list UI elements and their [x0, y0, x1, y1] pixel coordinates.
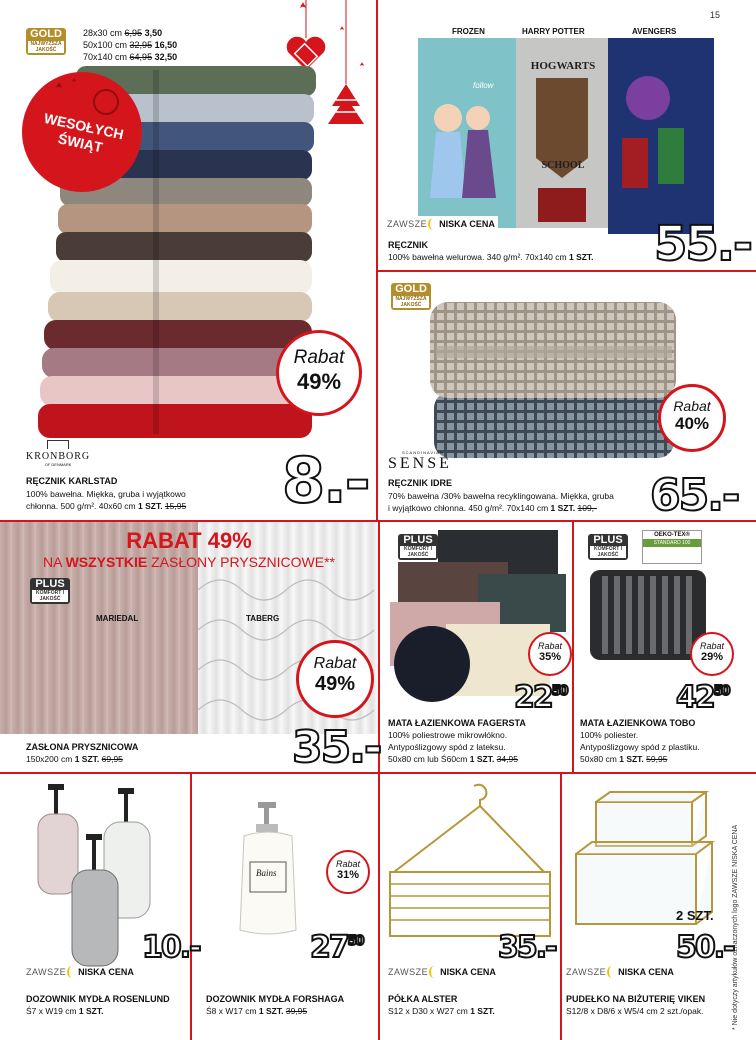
zawsze-label: ZAWSZE	[566, 967, 607, 977]
plus-badge	[30, 578, 70, 604]
product-desc	[26, 488, 186, 512]
rabat-value: 40%	[674, 414, 710, 433]
curtain-label-right: TABERG	[246, 614, 280, 623]
niska-cena-label: NISKA CENA	[439, 219, 495, 229]
brand-name: SENSE	[388, 455, 452, 472]
divider-mats-right	[572, 520, 574, 772]
product-price: 8.-	[282, 444, 369, 517]
rabat-label: Rabat	[699, 641, 725, 651]
rabat-bubble	[296, 640, 374, 718]
desc-line: 100% poliester.	[580, 730, 639, 740]
product-title: PUDEŁKO NA BIŻUTERIĘ VIKEN	[566, 994, 706, 1004]
desc-line: 50x80 cm lub Ś60cm 1 SZT. 34,95	[388, 754, 518, 764]
moon-icon	[607, 966, 617, 978]
gold-badge-label: GOLD	[395, 283, 427, 295]
curtains-headline	[0, 528, 378, 570]
zawsze-label: ZAWSZE	[387, 219, 428, 229]
oeko-tex-label	[642, 530, 702, 564]
zawsze-niska-cena-badge	[26, 966, 134, 978]
oeko-title: OEKO-TEX®	[654, 532, 690, 538]
sense-logo	[388, 450, 452, 473]
moon-icon	[428, 218, 438, 230]
page-number: 15	[710, 10, 721, 20]
desc-line: Antypoślizgowy spód z plastiku.	[580, 742, 700, 752]
desc-line: 100% bawełna. Miękka, gruba i wyjątkowo	[26, 489, 186, 499]
product-desc: Ś8 x W17 cm 1 SZT. 39,95	[206, 1006, 308, 1016]
kronborg-logo	[26, 440, 90, 467]
niska-cena-label: NISKA CENA	[78, 967, 134, 977]
moon-icon	[429, 966, 439, 978]
product-desc	[580, 729, 700, 765]
towel-label: HARRY POTTER	[522, 27, 585, 36]
towel-label: AVENGERS	[632, 27, 677, 36]
rabat-value: 31%	[336, 869, 360, 881]
zawsze-niska-cena-badge	[566, 966, 674, 978]
waffle-towels-image	[426, 282, 686, 462]
desc-line: i wyjątkowo chłonna. 450 g/m². 70x140 cm 1 SZT. 109,-	[388, 503, 597, 513]
niska-cena-label: NISKA CENA	[440, 967, 496, 977]
rabat-bubble	[690, 632, 734, 676]
brand-sub: OF DENMARK	[44, 462, 72, 467]
rabat-bubble	[276, 330, 362, 416]
product-title: RĘCZNIK IDRE	[388, 478, 453, 488]
rabat-bubble	[658, 384, 726, 452]
product-title: RĘCZNIK KARLSTAD	[26, 476, 118, 486]
svg-text:follow: follow	[473, 81, 494, 90]
plus-badge-sub: KOMFORT I JAKOŚĆ	[590, 546, 626, 558]
divider-bottom-3	[560, 772, 562, 1040]
product-desc	[388, 729, 518, 765]
brand-sub: SCANDINAVIAN	[402, 450, 444, 455]
zawsze-label: ZAWSZE	[26, 967, 67, 977]
rabat-bubble	[528, 632, 572, 676]
product-price: 65.-	[650, 470, 739, 521]
product-price: 35.-	[498, 930, 556, 965]
gold-badge-sub: NAJWYŻSZA JAKOŚĆ	[393, 296, 429, 308]
rabat-label: Rabat	[537, 641, 563, 651]
rabat-value: 35%	[538, 651, 562, 663]
plus-badge-label: PLUS	[35, 578, 65, 590]
size-row: 70x140 cm 64,95 32,50	[83, 52, 178, 62]
product-desc: S12 x D30 x W27 cm 1 SZT.	[388, 1006, 495, 1016]
size-row: 28x30 cm 6,95 3,50	[83, 28, 163, 38]
product-title: MATA ŁAZIENKOWA FAGERSTA	[388, 718, 526, 728]
headline-main: RABAT 49%	[126, 528, 252, 553]
product-desc: S12/8 x D8/6 x W5/4 cm 2 szt./opak.	[566, 1006, 704, 1016]
school-text: SCHOOL	[541, 160, 585, 171]
gold-badge	[391, 283, 431, 310]
plus-badge	[588, 534, 628, 560]
desc-line: 50x80 cm 1 SZT. 59,95	[580, 754, 668, 764]
gold-badge	[26, 28, 66, 55]
rabat-value: 29%	[700, 651, 724, 663]
divider-top	[376, 0, 378, 520]
rabat-label: Rabat	[313, 655, 357, 672]
plus-badge-label: PLUS	[593, 534, 623, 546]
tobo-mat-image	[590, 570, 706, 660]
product-desc: 100% bawełna welurowa. 340 g/m². 70x140 cm 1 SZT.	[388, 252, 594, 262]
product-title: PÓŁKA ALSTER	[388, 994, 458, 1004]
product-title: DOZOWNIK MYDŁA FORSHAGA	[206, 994, 345, 1004]
product-title: ZASŁONA PRYSZNICOWA	[26, 742, 139, 752]
product-price: $22^{50}$	[514, 680, 567, 715]
footnote-vertical: * Nie dotyczy artykułów oznaczonych logo ZAWSZE NISKA CENA	[732, 824, 739, 1030]
zawsze-niska-cena-badge	[388, 966, 496, 978]
towel-label: FROZEN	[452, 27, 485, 36]
product-price: $27^{50}$	[310, 930, 363, 965]
harry-potter-text: HOGWARTS	[530, 60, 596, 72]
product-desc	[388, 490, 614, 514]
desc-line: Antypoślizgowy spód z lateksu.	[388, 742, 506, 752]
product-price: 10.-	[142, 930, 200, 965]
crown-icon	[47, 440, 69, 449]
gold-badge-label: GOLD	[30, 28, 62, 40]
rabat-label: Rabat	[335, 859, 361, 869]
product-title: DOZOWNIK MYDŁA ROSENLUND	[26, 994, 170, 1004]
desc-line: 100% poliestrowe mikrowłókno.	[388, 730, 508, 740]
zawsze-niska-cena-badge	[384, 216, 498, 232]
gold-badge-sub: NAJWYŻSZA JAKOŚĆ	[28, 41, 64, 53]
bains-label: Bains	[256, 868, 277, 878]
product-title: MATA ŁAZIENKOWA TOBO	[580, 718, 696, 728]
divider-bottom-1	[190, 772, 192, 1040]
moon-icon	[67, 966, 77, 978]
product-desc: 150x200 cm 1 SZT. 69,95	[26, 754, 123, 764]
product-desc: Ś7 x W19 cm 1 SZT.	[26, 1006, 104, 1016]
christmas-badge	[22, 72, 142, 192]
product-price: $42^{50}$	[676, 680, 729, 715]
christmas-greeting: WESOŁYCH ŚWIĄT	[42, 109, 126, 156]
desc-line: 70% bawełna /30% bawełna recyklingowana. Miękka, gruba	[388, 491, 614, 501]
size-row: 50x100 cm 32,95 16,50	[83, 40, 178, 50]
rabat-bubble	[326, 850, 370, 894]
product-title: RĘCZNIK	[388, 240, 428, 250]
product-price: 55.-	[654, 216, 751, 272]
rabat-value: 49%	[314, 673, 356, 695]
quantity-tag: 2 SZT.	[676, 908, 714, 923]
headline-sub: NA WSZYSTKIE ZASŁONY PRYSZNICOWE**	[43, 554, 335, 570]
oeko-sub: STANDARD 100	[643, 539, 701, 547]
product-price: 50.-	[676, 930, 734, 965]
plus-badge-label: PLUS	[403, 534, 433, 546]
plus-badge	[398, 534, 438, 560]
zawsze-label: ZAWSZE	[388, 967, 429, 977]
niska-cena-label: NISKA CENA	[618, 967, 674, 977]
divider-bottom-2	[378, 772, 380, 1040]
curtain-label-left: MARIEDAL	[96, 614, 139, 623]
rabat-label: Rabat	[293, 347, 345, 368]
plus-badge-sub: KOMFORT I JAKOŚĆ	[400, 546, 436, 558]
rabat-value: 49%	[296, 369, 342, 394]
rabat-label: Rabat	[673, 398, 711, 414]
product-price: 35.-	[292, 722, 381, 773]
brand-name: KRONBORG	[26, 451, 91, 462]
desc-line: chłonna. 500 g/m². 40x60 cm 1 SZT. 15,95	[26, 501, 187, 511]
plus-badge-sub: KOMFORT I JAKOŚĆ	[32, 590, 68, 602]
